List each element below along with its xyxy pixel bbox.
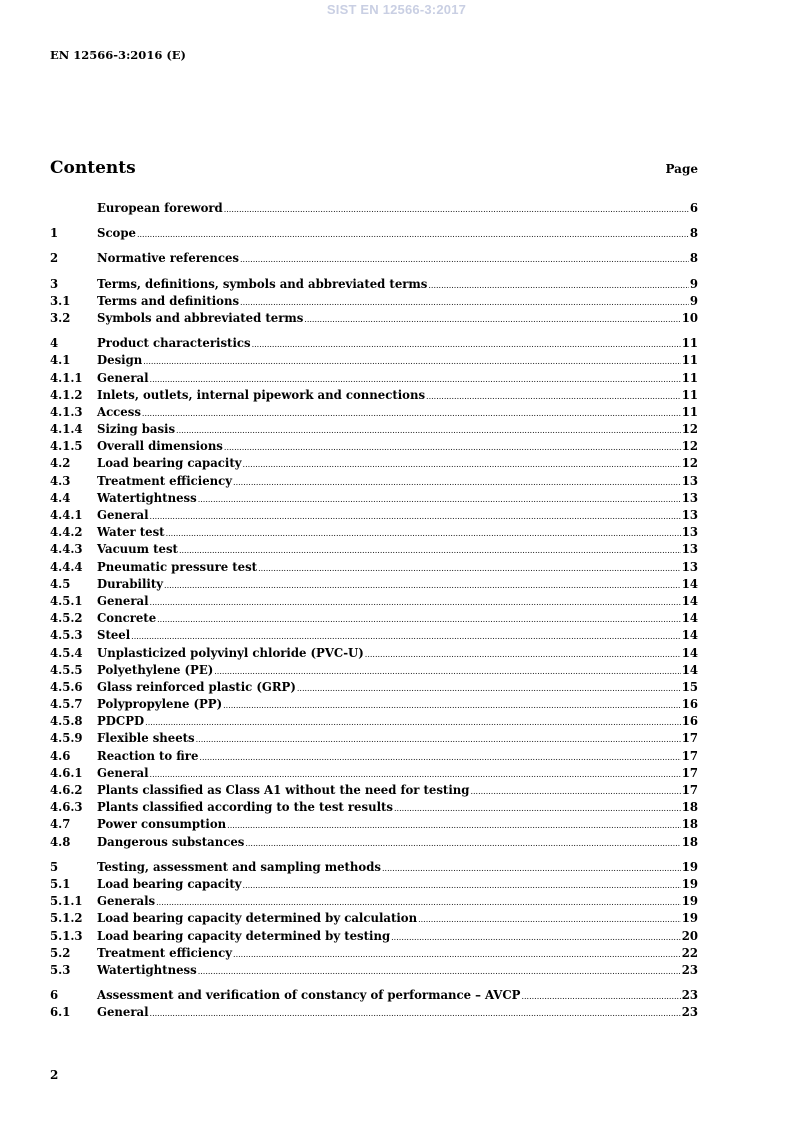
toc-entry-page: 19 <box>681 876 698 891</box>
toc-entry[interactable] <box>50 663 698 680</box>
contents-heading <box>50 158 698 178</box>
toc-entry-number: 1 <box>50 226 59 241</box>
toc-entry-title: General <box>97 508 149 522</box>
toc-entry-number: 4.6 <box>50 748 71 763</box>
toc-entry[interactable] <box>50 714 698 731</box>
toc-entry-number: 4.5.9 <box>50 731 83 746</box>
toc-entry-page: 19 <box>681 859 698 874</box>
toc-dot-leader <box>145 714 681 728</box>
toc-entry[interactable] <box>50 628 698 645</box>
toc-entry[interactable] <box>50 226 698 243</box>
toc-entry-number: 4.5 <box>50 576 71 591</box>
toc-dot-leader <box>157 611 681 625</box>
toc-entry-page: 18 <box>681 834 698 849</box>
toc-entry-number: 3 <box>50 276 59 291</box>
toc-entry[interactable] <box>50 508 698 525</box>
toc-entry-page: 16 <box>681 714 698 729</box>
toc-entry[interactable] <box>50 388 698 405</box>
toc-dot-leader <box>224 439 681 453</box>
toc-entry-title: Load bearing capacity determined by testing <box>97 928 391 943</box>
toc-entry[interactable] <box>50 422 698 439</box>
toc-entry-number: 4.5.5 <box>50 662 83 677</box>
toc-entry-number: 4.8 <box>50 834 71 849</box>
toc-entry-number: 4.4.1 <box>50 508 83 522</box>
toc-entry-page: 14 <box>681 593 698 608</box>
toc-entry[interactable] <box>50 929 698 946</box>
toc-entry-page: 17 <box>681 765 698 780</box>
toc-entry-title: Pneumatic pressure test <box>97 559 258 574</box>
toc-entry-title: Watertightness <box>97 490 197 505</box>
toc-entry-number: 3.1 <box>50 293 71 308</box>
toc-dot-leader <box>150 594 681 608</box>
toc-entry-title: Terms, definitions, symbols and abbreviated terms <box>97 276 428 291</box>
toc-entry-page: 22 <box>681 945 698 960</box>
toc-dot-leader <box>394 800 681 814</box>
toc-entry-page: 14 <box>681 611 698 626</box>
toc-dot-leader <box>240 251 689 265</box>
toc-dot-leader <box>166 525 681 539</box>
toc-entry-title: European foreword <box>97 201 223 215</box>
toc-entry-title: Scope <box>97 226 136 241</box>
toc-entry-page: 10 <box>681 310 698 325</box>
table-of-contents <box>50 201 698 1022</box>
toc-dot-leader <box>142 405 681 419</box>
toc-entry-number: 4.5.8 <box>50 714 83 729</box>
toc-entry[interactable] <box>50 294 698 311</box>
toc-entry-title: Durability <box>97 576 164 591</box>
toc-entry-number: 2 <box>50 251 59 266</box>
toc-dot-leader <box>426 388 681 402</box>
toc-entry-page: 18 <box>681 800 698 815</box>
toc-entry-page: 13 <box>681 490 698 505</box>
toc-entry-number: 4.6.1 <box>50 765 83 780</box>
toc-entry-page: 12 <box>681 456 698 471</box>
toc-entry[interactable] <box>50 1005 698 1022</box>
toc-entry[interactable] <box>50 877 698 894</box>
toc-dot-leader <box>143 353 680 367</box>
toc-entry-page: 8 <box>689 251 698 266</box>
toc-entry[interactable] <box>50 277 698 294</box>
toc-entry[interactable] <box>50 311 698 328</box>
toc-entry-title: Vacuum test <box>97 542 178 557</box>
toc-entry-page: 20 <box>681 928 698 943</box>
toc-entry-page: 13 <box>681 473 698 488</box>
toc-entry-title: Load bearing capacity <box>97 876 242 891</box>
toc-entry-page: 17 <box>681 748 698 763</box>
toc-entry-title: Flexible sheets <box>97 731 195 746</box>
toc-entry-number: 5.2 <box>50 945 71 960</box>
toc-entry[interactable] <box>50 860 698 877</box>
toc-entry-number: 4.5.6 <box>50 679 83 694</box>
toc-entry-page: 11 <box>681 336 698 351</box>
toc-entry-number: 4.6.2 <box>50 783 83 797</box>
toc-entry[interactable] <box>50 988 698 1005</box>
toc-entry[interactable] <box>50 946 698 963</box>
toc-dot-leader <box>164 577 681 591</box>
toc-dot-leader <box>179 542 681 556</box>
toc-entry-page: 17 <box>681 783 698 797</box>
toc-entry[interactable] <box>50 251 698 268</box>
toc-entry-title: Treatment efficiency <box>97 473 233 488</box>
toc-dot-leader <box>156 894 681 908</box>
toc-entry[interactable] <box>50 766 698 783</box>
toc-entry-title: Generals <box>97 894 156 909</box>
toc-entry-title: Water test <box>97 525 165 540</box>
toc-entry-page: 13 <box>681 559 698 574</box>
toc-entry-number: 5.1 <box>50 876 71 891</box>
toc-entry-page: 13 <box>681 525 698 540</box>
toc-entry-title: Plants classified as Class A1 without the need for testing <box>97 783 470 797</box>
toc-entry-title: General <box>97 765 149 780</box>
toc-dot-leader <box>243 456 681 470</box>
toc-dot-leader <box>252 336 681 350</box>
toc-entry-number: 4.7 <box>50 817 71 832</box>
toc-entry-number: 3.2 <box>50 310 71 325</box>
toc-dot-leader <box>258 560 681 574</box>
toc-entry[interactable] <box>50 646 698 663</box>
toc-dot-leader <box>304 311 680 325</box>
toc-entry-page: 9 <box>689 293 698 308</box>
toc-entry-page: 12 <box>681 439 698 454</box>
toc-entry-title: Terms and definitions <box>97 293 240 308</box>
toc-entry-number: 4.2 <box>50 456 71 471</box>
toc-dot-leader <box>233 474 681 488</box>
toc-entry-title: Overall dimensions <box>97 439 223 454</box>
toc-entry-title: General <box>97 370 149 385</box>
toc-dot-leader <box>196 731 681 745</box>
toc-entry-page: 13 <box>681 542 698 557</box>
toc-entry-page: 9 <box>689 276 698 291</box>
toc-entry-title: Product characteristics <box>97 336 251 351</box>
toc-entry-page: 14 <box>681 628 698 643</box>
toc-dot-leader <box>245 835 680 849</box>
toc-dot-leader <box>150 371 681 385</box>
toc-entry-title: Sizing basis <box>97 422 176 437</box>
toc-entry-number: 4.5.1 <box>50 593 83 608</box>
toc-entry-title: Inlets, outlets, internal pipework and connections <box>97 387 426 402</box>
toc-dot-leader <box>243 877 681 891</box>
toc-entry-page: 11 <box>681 370 698 385</box>
toc-dot-leader <box>428 277 689 291</box>
contents-title: Contents <box>50 158 136 178</box>
toc-entry-title: Load bearing capacity determined by calculation <box>97 911 418 926</box>
toc-entry-page: 12 <box>681 422 698 437</box>
toc-dot-leader <box>240 294 689 308</box>
toc-entry[interactable] <box>50 439 698 456</box>
toc-entry-page: 17 <box>681 731 698 746</box>
toc-entry-number: 4.5.4 <box>50 645 83 660</box>
toc-entry-title: General <box>97 1005 149 1020</box>
toc-entry[interactable] <box>50 456 698 473</box>
toc-entry-number: 4.5.7 <box>50 697 83 712</box>
toc-dot-leader <box>418 911 681 925</box>
toc-dot-leader <box>131 628 681 642</box>
toc-dot-leader <box>224 201 689 215</box>
toc-entry-title: Unplasticized polyvinyl chloride (PVC-U) <box>97 645 364 660</box>
page-number: 2 <box>50 1068 59 1082</box>
toc-entry[interactable] <box>50 835 698 852</box>
toc-entry-title: Symbols and abbreviated terms <box>97 310 304 325</box>
toc-entry-page: 14 <box>681 662 698 677</box>
toc-dot-leader <box>223 697 681 711</box>
toc-entry-number: 4.5.3 <box>50 628 83 643</box>
toc-entry[interactable] <box>50 594 698 611</box>
toc-dot-leader <box>233 946 681 960</box>
toc-entry-number: 5.3 <box>50 962 71 977</box>
toc-entry-number: 4.5.2 <box>50 611 83 626</box>
toc-entry[interactable] <box>50 491 698 508</box>
toc-entry-number: 4.3 <box>50 473 71 488</box>
toc-entry-number: 4.1.4 <box>50 422 83 437</box>
toc-entry-page: 23 <box>681 962 698 977</box>
toc-entry-page: 19 <box>681 911 698 926</box>
toc-dot-leader <box>521 988 680 1002</box>
toc-entry-page: 16 <box>681 697 698 712</box>
toc-entry-title: Access <box>97 404 141 419</box>
toc-entry-page: 14 <box>681 645 698 660</box>
toc-entry-page: 8 <box>689 226 698 241</box>
toc-dot-leader <box>297 680 681 694</box>
toc-entry-title: Steel <box>97 628 131 643</box>
toc-entry-title: Dangerous substances <box>97 834 245 849</box>
toc-dot-leader <box>176 422 681 436</box>
toc-entry[interactable] <box>50 800 698 817</box>
toc-entry-number: 4.1.2 <box>50 387 83 402</box>
toc-dot-leader <box>227 817 681 831</box>
toc-entry-number: 4 <box>50 336 59 351</box>
toc-entry[interactable] <box>50 731 698 748</box>
toc-entry[interactable] <box>50 405 698 422</box>
toc-entry-title: Testing, assessment and sampling methods <box>97 859 381 874</box>
toc-entry-number: 5.1.3 <box>50 928 83 943</box>
toc-entry[interactable] <box>50 911 698 928</box>
toc-entry[interactable] <box>50 560 698 577</box>
toc-entry-number: 4.1.3 <box>50 404 83 419</box>
toc-entry[interactable] <box>50 894 698 911</box>
toc-dot-leader <box>150 766 681 780</box>
toc-entry-number: 4.4.3 <box>50 542 83 557</box>
toc-entry-number: 4.4.2 <box>50 525 83 540</box>
toc-entry-title: Normative references <box>97 251 239 266</box>
toc-entry[interactable] <box>50 611 698 628</box>
toc-entry-number: 5.1.2 <box>50 911 83 926</box>
toc-entry[interactable] <box>50 963 698 980</box>
toc-entry-number: 6.1 <box>50 1005 71 1020</box>
toc-entry[interactable] <box>50 336 698 353</box>
toc-entry-title: Glass reinforced plastic (GRP) <box>97 679 296 694</box>
toc-dot-leader <box>391 929 681 943</box>
toc-entry-title: PDCPD <box>97 714 145 729</box>
toc-entry-title: Treatment efficiency <box>97 945 233 960</box>
toc-entry[interactable] <box>50 474 698 491</box>
document-id: EN 12566-3:2016 (E) <box>50 48 186 62</box>
toc-dot-leader <box>137 226 689 240</box>
toc-dot-leader <box>199 749 680 763</box>
toc-entry-title: Load bearing capacity <box>97 456 242 471</box>
toc-dot-leader <box>198 491 681 505</box>
toc-dot-leader <box>150 1005 681 1019</box>
toc-entry-number: 4.4.4 <box>50 559 83 574</box>
toc-dot-leader <box>470 783 680 797</box>
toc-entry-page: 11 <box>681 387 698 402</box>
toc-entry-number: 4.1.1 <box>50 370 83 385</box>
toc-entry-number: 5.1.1 <box>50 894 83 909</box>
toc-entry-title: General <box>97 593 149 608</box>
toc-entry-title: Power consumption <box>97 817 227 832</box>
toc-entry-page: 11 <box>681 404 698 419</box>
toc-entry-page: 23 <box>681 1005 698 1020</box>
toc-entry-number: 4.4 <box>50 490 71 505</box>
toc-dot-leader <box>382 860 681 874</box>
toc-entry-title: Assessment and verification of constancy of performance – AVCP <box>97 988 521 1003</box>
toc-entry-title: Polypropylene (PP) <box>97 697 223 712</box>
toc-dot-leader <box>365 646 681 660</box>
toc-entry-title: Watertightness <box>97 962 197 977</box>
toc-entry[interactable] <box>50 542 698 559</box>
toc-entry[interactable] <box>50 783 698 800</box>
toc-entry-number: 4.6.3 <box>50 800 83 815</box>
toc-entry-page: 11 <box>681 353 698 368</box>
toc-entry-page: 14 <box>681 576 698 591</box>
toc-entry[interactable] <box>50 201 698 218</box>
toc-entry-number: 4.1.5 <box>50 439 83 454</box>
toc-entry-title: Plants classified according to the test results <box>97 800 393 815</box>
toc-dot-leader <box>214 663 680 677</box>
toc-entry-page: 23 <box>681 988 698 1003</box>
toc-entry-page: 19 <box>681 894 698 909</box>
toc-entry[interactable] <box>50 371 698 388</box>
watermark: SIST EN 12566-3:2017 <box>326 2 467 17</box>
toc-entry[interactable] <box>50 353 698 370</box>
toc-entry[interactable] <box>50 749 698 766</box>
toc-entry[interactable] <box>50 577 698 594</box>
toc-entry-page: 18 <box>681 817 698 832</box>
toc-entry-title: Polyethylene (PE) <box>97 662 214 677</box>
page-column-label: Page <box>665 162 698 176</box>
toc-entry-page: 15 <box>681 679 698 694</box>
toc-entry-title: Design <box>97 353 143 368</box>
toc-entry[interactable] <box>50 680 698 697</box>
toc-dot-leader <box>198 963 681 977</box>
toc-entry-title: Reaction to fire <box>97 748 199 763</box>
toc-entry-number: 4.1 <box>50 353 71 368</box>
toc-entry[interactable] <box>50 697 698 714</box>
toc-entry-number: 5 <box>50 859 59 874</box>
toc-entry[interactable] <box>50 817 698 834</box>
toc-entry[interactable] <box>50 525 698 542</box>
toc-entry-page: 6 <box>689 201 698 215</box>
toc-entry-title: Concrete <box>97 611 157 626</box>
toc-entry-number: 6 <box>50 988 59 1003</box>
toc-entry-page: 13 <box>681 508 698 522</box>
toc-dot-leader <box>150 508 681 522</box>
